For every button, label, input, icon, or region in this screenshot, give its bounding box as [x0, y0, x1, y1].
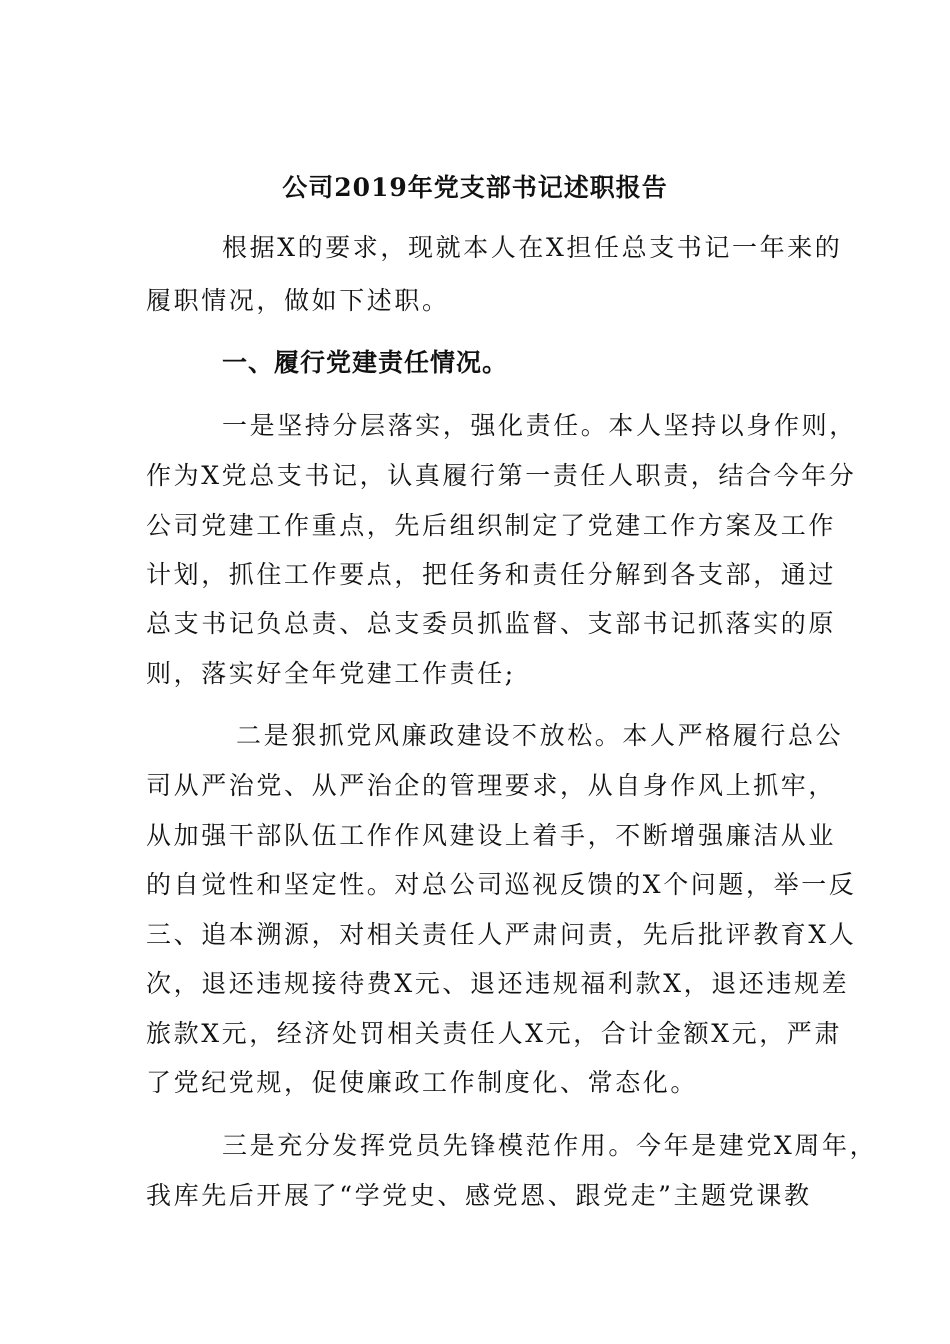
para2-line-2: 司从严治党、从严治企的管理要求，从自身作风上抓牢，	[146, 771, 837, 800]
para1-line-5: 总支书记负总责、总支委员抓监督、支部书记抓落实的原	[146, 609, 837, 638]
para1-line-1: 一是坚持分层落实，强化责任。本人坚持以身作则，	[222, 411, 857, 440]
para2-line-6: 次，退还违规接待费X元、退还违规福利款X，退还违规差	[146, 969, 850, 998]
para2-line-4: 的自觉性和坚定性。对总公司巡视反馈的X个问题，举一反	[146, 870, 857, 899]
para2-line-3: 从加强干部队伍工作作风建设上着手，不断增强廉洁从业	[146, 821, 837, 850]
section-heading-1: 一、履行党建责任情况。	[222, 348, 509, 377]
para2-line-1: 二是狠抓党风廉政建设不放松。本人严格履行总公	[236, 721, 844, 750]
para1-line-3: 公司党建工作重点，先后组织制定了党建工作方案及工作	[146, 511, 837, 540]
para3-line-1: 三是充分发挥党员先锋模范作用。今年是建党X周年，	[222, 1131, 878, 1160]
para3-line-2: 我库先后开展了“学党史、感党恩、跟党走”主题党课教	[146, 1181, 812, 1210]
para2-line-5: 三、追本溯源，对相关责任人严肃问责，先后批评教育X人	[146, 920, 857, 949]
intro-line-1: 根据X的要求，现就本人在X担任总支书记一年来的	[222, 233, 843, 262]
para1-line-6: 则，落实好全年党建工作责任;	[146, 659, 516, 688]
para1-line-2: 作为X党总支书记，认真履行第一责任人职责，结合今年分	[146, 461, 857, 490]
para2-line-7: 旅款X元，经济处罚相关责任人X元，合计金额X元，严肃	[146, 1019, 842, 1048]
intro-line-2: 履职情况，做如下述职。	[146, 286, 450, 315]
para1-line-4: 计划，抓住工作要点，把任务和责任分解到各支部，通过	[146, 560, 837, 589]
document-title: 公司2019年党支部书记述职报告	[282, 173, 668, 202]
para2-line-8: 了党纪党规，促使廉政工作制度化、常态化。	[146, 1068, 699, 1097]
